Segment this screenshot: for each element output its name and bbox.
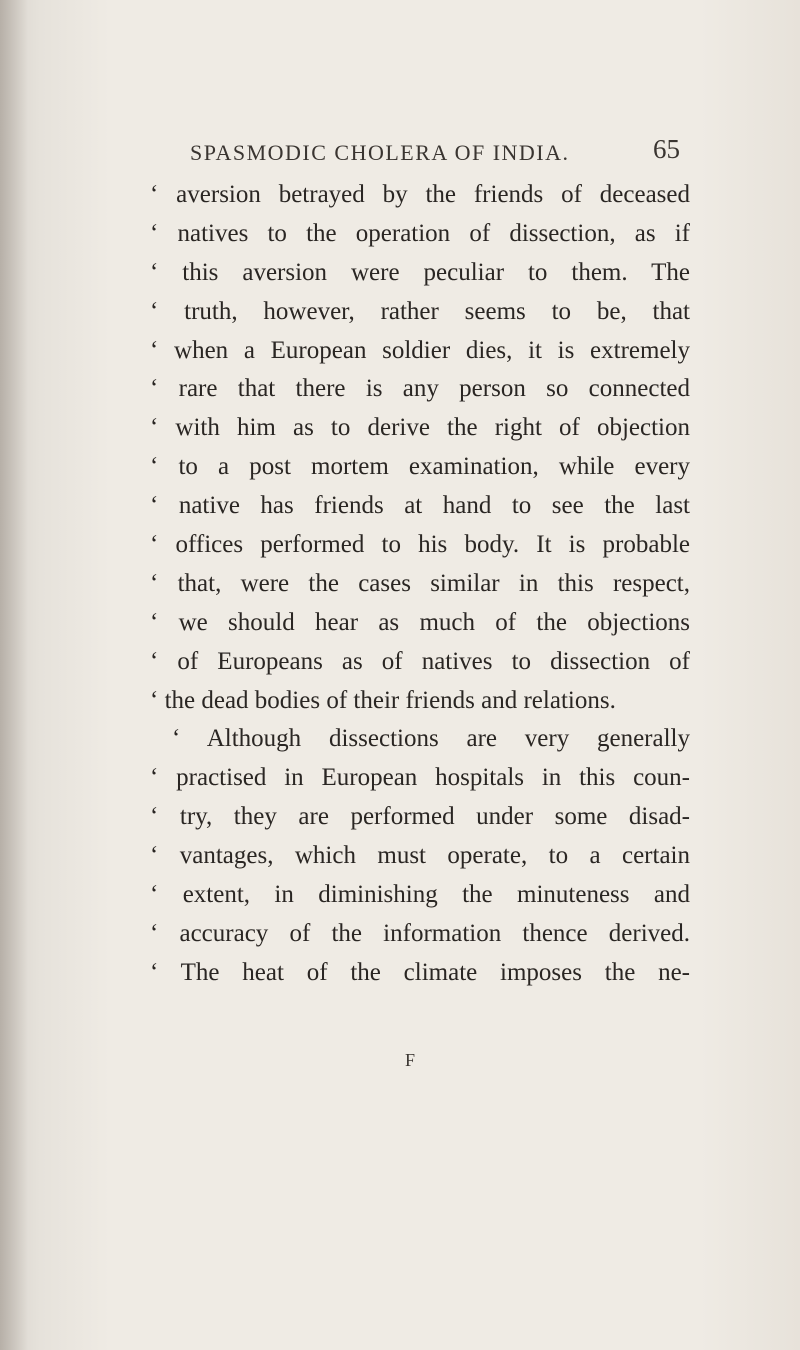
text-line: ‘ native has friends at hand to see the last [150, 492, 690, 520]
text-line: ‘ offices performed to his body. It is probable [150, 531, 690, 559]
text-line: ‘ truth, however, rather seems to be, that [150, 297, 690, 325]
text-line: ‘ aversion betrayed by the friends of deceased [150, 181, 690, 208]
text-line: ‘ that, were the cases similar in this respect, [150, 569, 690, 597]
paragraph-start-line: ‘ Although dissections are very generally [172, 725, 690, 753]
text-line: ‘ natives to the operation of dissection, as if [150, 219, 690, 247]
text-line: ‘ to a post mortem examination, while every [150, 453, 690, 481]
running-title: SPASMODIC CHOLERA OF INDIA. [190, 140, 570, 165]
text-line: ‘ vantages, which must operate, to a certain [150, 842, 690, 870]
page-number: 65 [653, 134, 680, 164]
text-line: ‘ practised in European hospitals in this coun- [150, 764, 690, 792]
page-header [190, 132, 680, 172]
signature-mark: F [404, 1050, 415, 1070]
text-line: ‘ the dead bodies of their friends and relations. [150, 686, 616, 714]
text-line: ‘ rare that there is any person so connected [150, 375, 690, 403]
body-text [150, 176, 690, 993]
text-line: ‘ The heat of the climate imposes the ne- [150, 958, 690, 986]
text-line: ‘ when a European soldier dies, it is extremely [150, 336, 690, 364]
text-line: ‘ this aversion were peculiar to them. The [150, 258, 690, 286]
text-line: ‘ of Europeans as of natives to dissection of [150, 647, 690, 675]
binding-shadow [0, 0, 28, 1350]
text-line: ‘ we should hear as much of the objections [150, 608, 690, 636]
text-line: ‘ accuracy of the information thence derived. [150, 919, 690, 947]
text-line: ‘ extent, in diminishing the minuteness and [150, 881, 690, 909]
text-line: ‘ with him as to derive the right of objection [150, 414, 690, 442]
text-line: ‘ try, they are performed under some disad- [150, 803, 690, 831]
